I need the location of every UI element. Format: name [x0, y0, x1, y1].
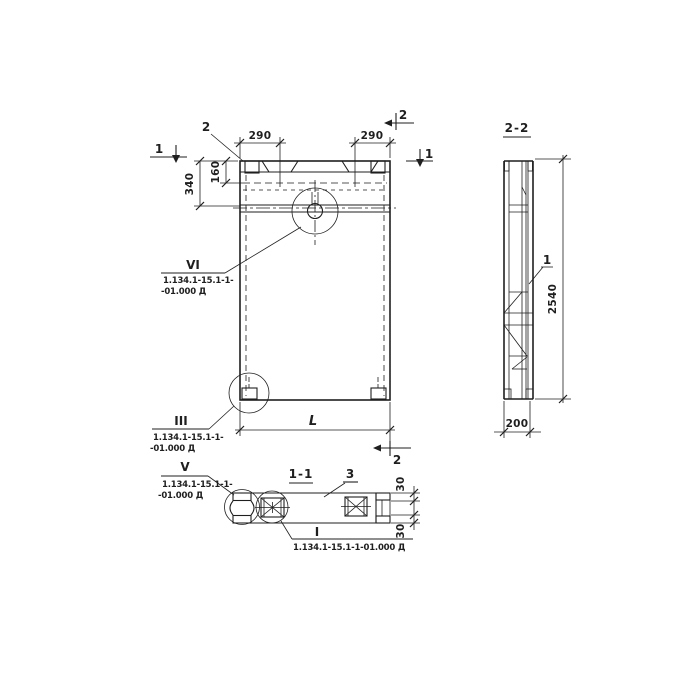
callout-vi-numeral: VI	[186, 258, 200, 272]
callout-v-line1: 1.134.1-15.1-1-	[162, 480, 233, 490]
callout-vi-line1: 1.134.1-15.1-1-	[163, 276, 234, 286]
plan-label-3: 3	[345, 467, 355, 481]
callout-iii-line1: 1.134.1-15.1-1-	[153, 433, 224, 443]
dim-290-left-label: 290	[248, 130, 272, 142]
marker-2-top-label: 2	[398, 108, 408, 122]
dim-340-label: 340	[184, 172, 196, 196]
dim-160-label: 160	[210, 160, 222, 184]
section-2-2-title: 2-2	[504, 121, 530, 135]
marker-2-leader-label: 2	[201, 120, 211, 134]
dim-30-bottom-label: 30	[395, 523, 407, 539]
callout-v-line2: -01.000 Д	[158, 491, 204, 501]
callout-i-text: 1.134.1-15.1-1-01.000 Д	[293, 543, 406, 553]
plan-1-1-title: 1-1	[288, 467, 314, 481]
callout-iii-numeral: III	[174, 414, 188, 428]
section-callout-1-label: 1	[542, 253, 552, 267]
callout-vi-line2: -01.000 Д	[161, 287, 207, 297]
dim-290-right-label: 290	[360, 130, 384, 142]
dim-2540-label: 2540	[547, 283, 559, 315]
marker-1-left-label: 1	[154, 142, 164, 156]
marker-1-right-label: 1	[424, 147, 434, 161]
marker-2-bottom-label: 2	[392, 453, 402, 467]
dim-length-label: L	[308, 414, 318, 429]
callout-v-numeral: V	[180, 460, 190, 474]
callout-iii-line2: -01.000 Д	[150, 444, 196, 454]
callout-i-numeral: I	[314, 525, 320, 539]
dim-200-label: 200	[505, 418, 529, 430]
dim-30-top-label: 30	[395, 476, 407, 492]
